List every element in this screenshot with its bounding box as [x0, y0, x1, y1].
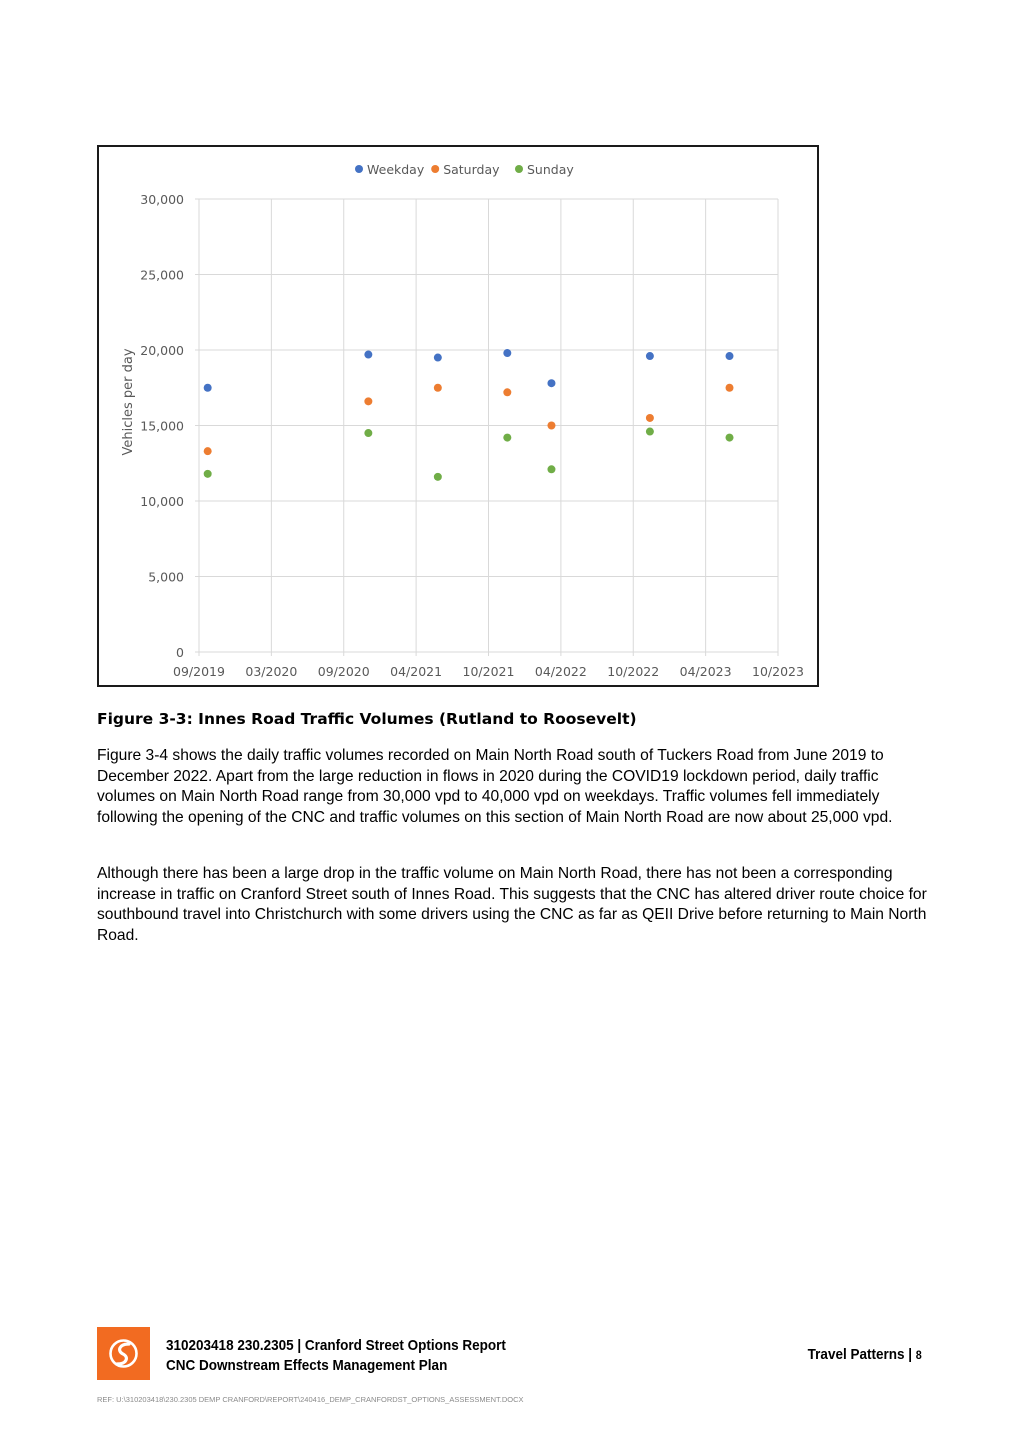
x-tick-label: 04/2023: [679, 664, 732, 679]
footer-section-label: Travel Patterns |: [807, 1346, 916, 1363]
chart-points: [204, 349, 734, 481]
y-tick-label: 25,000: [140, 267, 184, 283]
footer-plan-line: CNC Downstream Effects Management Plan: [166, 1357, 448, 1374]
y-axis-label: Vehicles per day: [121, 348, 136, 456]
y-tick-label: 15,000: [140, 418, 184, 434]
sunday-point: [503, 434, 511, 442]
x-tick-label: 03/2020: [245, 664, 298, 679]
x-tick-label: 10/2023: [752, 664, 804, 679]
weekday-point: [434, 354, 442, 362]
saturday-point: [434, 384, 442, 392]
x-tick-label: 10/2021: [462, 664, 515, 679]
stantec-logo-icon: [97, 1327, 150, 1380]
file-reference: REF: U:\310203418\230.2305 DEMP CRANFORD\REPORT\240416_DEMP_CRANFORDST_OPTIONS_ASSESSMENT.DOCX: [97, 1395, 524, 1404]
saturday-point: [503, 388, 511, 396]
sunday-point: [726, 434, 734, 442]
body-paragraph-2: Although there has been a large drop in the traffic volume on Main North Road, there has not been a corresponding increase in traffic on Cranford Street south of Innes Road. This suggests that the CNC has altered driver route choice for southbound travel into Christchurch with some drivers using the CNC as far as QEII Drive before returning to Main North Road.: [97, 865, 927, 944]
saturday-point: [364, 397, 372, 405]
legend-label-weekday: Weekday: [367, 162, 425, 177]
legend-marker-saturday: [431, 165, 439, 173]
page-number: 8: [915, 1348, 922, 1362]
figure-caption: Figure 3-3: Innes Road Traffic Volumes (Rutland to Roosevelt): [97, 710, 637, 728]
sunday-point: [547, 465, 555, 473]
saturday-point: [204, 447, 212, 455]
footer-report-line: 310203418 230.2305 | Cranford Street Options Report: [166, 1337, 506, 1354]
legend-label-saturday: Saturday: [443, 162, 500, 177]
x-tick-label: 10/2022: [607, 664, 660, 679]
x-tick-label: 04/2022: [534, 664, 587, 679]
saturday-point: [646, 414, 654, 422]
scatter-chart: [99, 147, 817, 685]
y-tick-label: 10,000: [140, 494, 184, 509]
chart-legend: [355, 162, 574, 177]
x-tick-label: 04/2021: [390, 664, 443, 679]
x-tick-label: 09/2019: [173, 664, 225, 679]
weekday-point: [726, 352, 734, 360]
weekday-point: [364, 351, 372, 359]
sunday-point: [364, 429, 372, 437]
sunday-point: [204, 470, 212, 478]
y-tick-label: 0: [176, 645, 184, 660]
sunday-point: [434, 473, 442, 481]
y-tick-label: 20,000: [140, 343, 184, 358]
weekday-point: [503, 349, 511, 357]
saturday-point: [726, 384, 734, 392]
sunday-point: [646, 428, 654, 436]
weekday-point: [646, 352, 654, 360]
legend-label-sunday: Sunday: [527, 162, 574, 177]
weekday-point: [547, 379, 555, 387]
y-tick-label: 30,000: [140, 192, 184, 207]
chart-grid: [195, 199, 778, 656]
body-paragraph-1: Figure 3-4 shows the daily traffic volumes recorded on Main North Road south of Tuckers Road from June 2019 to December 2022. Apart from the large reduction in flows in 2020 during the COVID19 lockdown period, daily traffic volumes on Main North Road range from 30,000 vpd to 40,000 vpd on weekdays. Traffic volumes fell immediately following the opening of the CNC and traffic volumes on this section of Main North Road are now about 25,000 vpd.: [97, 747, 893, 826]
chart-axes: [140, 192, 804, 679]
legend-marker-sunday: [515, 165, 523, 173]
footer-title: [166, 1336, 506, 1376]
saturday-point: [547, 422, 555, 430]
footer-section: [808, 1346, 922, 1363]
x-tick-label: 09/2020: [317, 664, 370, 679]
y-tick-label: 5,000: [148, 569, 184, 585]
legend-marker-weekday: [355, 165, 363, 173]
figure-chart: [97, 145, 819, 687]
weekday-point: [204, 384, 212, 392]
